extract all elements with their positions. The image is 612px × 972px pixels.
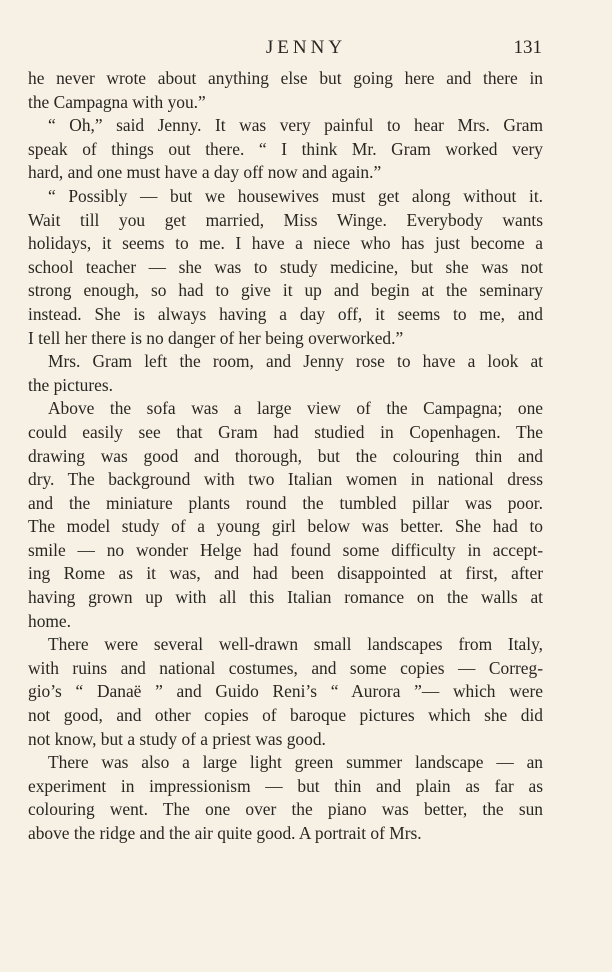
text-line: the pictures. <box>28 374 113 395</box>
text-line: There was also a large light green summer landscape — an <box>48 752 543 773</box>
paragraph <box>28 350 543 397</box>
text-line: instead. She is always having a day off, it seems to me, and <box>28 303 543 324</box>
text-line: with ruins and national costumes, and some copies — Correg- <box>28 657 543 678</box>
body-text <box>28 67 543 846</box>
text-line: ing Rome as it was, and had been disappointed at first, after <box>28 563 543 584</box>
page-number: 131 <box>513 37 542 58</box>
running-title: JENNY <box>265 37 347 58</box>
text-line: drawing was good and thorough, but the colouring thin and <box>28 445 543 466</box>
text-line: experiment in impressionism — but thin and plain as far as <box>28 775 543 796</box>
paragraph <box>28 751 543 845</box>
running-head <box>0 36 612 60</box>
text-line: school teacher — she was to study medicine, but she was not <box>28 256 543 277</box>
text-line: “ Oh,” said Jenny. It was very painful to hear Mrs. Gram <box>48 115 543 136</box>
text-line: speak of things out there. “ I think Mr. Gram worked very <box>28 138 543 159</box>
text-line: gio’s “ Danaë ” and Guido Reni’s “ Aurora ”— which were <box>28 681 543 702</box>
text-line: strong enough, so had to give it up and begin at the seminary <box>28 280 543 301</box>
text-line: Mrs. Gram left the room, and Jenny rose to have a look at <box>48 351 543 372</box>
text-line: “ Possibly — but we housewives must get along without it. <box>48 185 543 206</box>
text-line: I tell her there is no danger of her being overworked.” <box>28 327 404 348</box>
text-line: hard, and one must have a day off now and again.” <box>28 162 382 183</box>
text-line: the Campagna with you.” <box>28 91 206 112</box>
text-line: above the ridge and the air quite good. A portrait of Mrs. <box>28 823 422 843</box>
text-line: smile — no wonder Helge had found some difficulty in accept- <box>28 539 543 560</box>
text-line: home. <box>28 610 71 631</box>
text-line: The model study of a young girl below was better. She had to <box>28 516 543 537</box>
paragraph <box>28 185 543 350</box>
text-line: could easily see that Gram had studied in Copenhagen. The <box>28 421 543 442</box>
text-line: holidays, it seems to me. I have a niece who has just become a <box>28 233 543 254</box>
text-line: There were several well-drawn small landscapes from Italy, <box>48 634 543 655</box>
text-line: not good, and other copies of baroque pictures which she did <box>28 705 543 726</box>
text-line: not know, but a study of a priest was good. <box>28 728 326 749</box>
text-line: and the miniature plants round the tumbled pillar was poor. <box>28 492 543 513</box>
paragraph <box>28 633 543 751</box>
paragraph <box>28 114 543 185</box>
text-line: dry. The background with two Italian women in national dress <box>28 469 543 490</box>
paragraph <box>28 397 543 633</box>
text-line: colouring went. The one over the piano was better, the sun <box>28 799 543 820</box>
text-line: Wait till you get married, Miss Winge. Everybody wants <box>28 209 543 230</box>
paragraph <box>28 67 543 114</box>
text-line: Above the sofa was a large view of the Campagna; one <box>48 398 543 419</box>
text-line: he never wrote about anything else but going here and there in <box>28 68 543 88</box>
text-line: having grown up with all this Italian romance on the walls at <box>28 587 543 608</box>
